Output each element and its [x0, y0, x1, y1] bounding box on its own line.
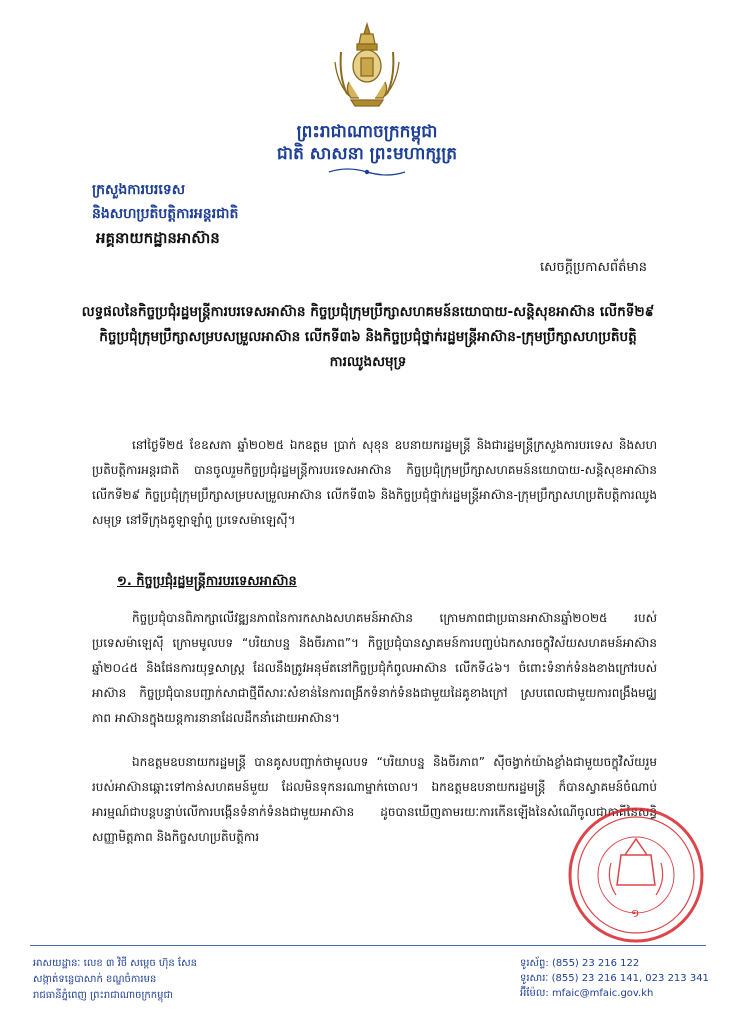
national-motto: ជាតិ សាសនា ព្រះមហាក្សត្រ — [276, 144, 458, 164]
ornament-divider-icon — [327, 166, 407, 178]
ministry-name-line2: និងសហប្រតិបត្តិការអន្តរជាតិ — [92, 206, 239, 222]
address-line-2: សង្កាត់ទន្លេបាសាក់ ខណ្ឌចំការមន — [33, 974, 157, 985]
kingdom-name: ព្រះរាជាណាចក្រកម្ពុជា — [296, 122, 438, 142]
document-type: សេចក្តីប្រកាសព័ត៌មាន — [539, 260, 647, 275]
department-name: អគ្គនាយកដ្ឋានអាស៊ាន — [96, 229, 220, 247]
address-line-3: រាជធានីភ្នំពេញ ព្រះរាជាណាចក្រកម្ពុជា — [33, 990, 173, 1001]
press-release-title: លទ្ធផលនៃកិច្ចប្រជុំរដ្ឋមន្ត្រីការបរទេសអាស៊ាន កិច្ចប្រជុំក្រុមប្រឹក្សាសហគមន៍នយោបាយ-សន្តិសុខអាស៊ាន លើកទី២៩ កិច្ចប្រជុំក្រុមប្រឹក្សាសម្របសម្រួលអាស៊ាន លើកទី៣៦ និងកិច្ចប្រជុំថ្នាក់រដ្ឋមន្ត្រីអាស៊ាន-ក្រុមប្រឹក្សាសហប្រតិបត្តិការឈូងសមុទ្រ — [81, 304, 655, 370]
paragraph-section1: កិច្ចប្រជុំបានពិភាក្សាលើវឌ្ឍនភាពនៃការកសាងសហគមន៍អាស៊ាន ក្រោមភាពជាប្រធានអាស៊ានឆ្នាំ២០២៥ របស់ប្រទេសម៉ាឡេស៊ី ក្រោមមូលបទ “បរិយាបន្ន និងចីរភាព”។ កិច្ចប្រជុំបានស្វាគមន៍ការបញ្ចប់ឯកសារចក្ខុវិស័យសហគមន៍អាស៊ានឆ្នាំ២០៤៥ និងផែនការយុទ្ធសាស្ត្រ ដែលនឹងត្រូវអនុម័តនៅកិច្ចប្រជុំកំពូលអាស៊ាន លើកទី៤៦។ ចំពោះទំនាក់ទំនងខាងក្រៅរបស់អាស៊ាន កិច្ចប្រជុំបានបញ្ជាក់សាជាថ្មីពីសារៈសំខាន់នៃការពង្រីកទំនាក់ទំនងជាមួយដៃគូខាងក្រៅ ស្របពេលជាមួយការពង្រឹងមជ្ឈភាព អាស៊ានក្នុងយន្តការនានាដែលដឹកនាំដោយអាស៊ាន។ — [92, 611, 657, 725]
paragraph-section1-continued: ឯកឧត្តមឧបនាយករដ្ឋមន្ត្រី បានគូសបញ្ជាក់ថាមូលបទ “បរិយាបន្ន និងចីរភាព” ស៊ីចង្វាក់យ៉ាងខ្លាំងជាមួយចក្ខុវិស័យរួមរបស់អាស៊ានឆ្ពោះទៅកាន់សហគមន៍មួយ ដែលមិនទុកនរណាម្នាក់ចោល។ ឯកឧត្តមឧបនាយករដ្ឋមន្ត្រី ក៏បានស្វាគមន៍ចំណាប់អារម្មណ៍ជាបន្តបន្ទាប់លើការបង្កើនទំនាក់ទំនងជាមួយអាស៊ាន ដូចបានឃើញតាមរយៈការកើនឡើងនៃសំណើចូលជាភាគីនៃសន្ធិសញ្ញាមិត្តភាព និងកិច្ចសហប្រតិបត្តិការ — [92, 755, 657, 844]
official-seal-stamp — [561, 805, 711, 945]
email-address[interactable]: អ៊ីម៉ែល: mfaic@mfaic.gov.kh — [520, 988, 654, 999]
footer-address — [33, 956, 197, 1004]
section-heading: ១. កិច្ចប្រជុំរដ្ឋមន្ត្រីការបរទេសអាស៊ាន — [117, 574, 297, 589]
fax-number: ទូរសារៈ (855) 23 216 141, 023 213 341 — [520, 973, 709, 984]
phone-number: ទូរស័ព្ទ: (855) 23 216 122 — [520, 958, 640, 969]
paragraph-intro: នៅថ្ងៃទី២៥ ខែឧសភា ឆ្នាំ២០២៥ ឯកឧត្តម ប្រាក់ សុខុន ឧបនាយករដ្ឋមន្ត្រី និងជារដ្ឋមន្ត្រីក្រសួងការបរទេស និងសហប្រតិបត្តិការអន្តរជាតិ បានចូលរួមកិច្ចប្រជុំរដ្ឋមន្ត្រីការបរទេសអាស៊ាន កិច្ចប្រជុំក្រុមប្រឹក្សាសហគមន៍នយោបាយ-សន្តិសុខអាស៊ាន លើកទី២៩ កិច្ចប្រជុំក្រុមប្រឹក្សាសម្របសម្រួលអាស៊ាន លើកទី៣៦ និងកិច្ចប្រជុំថ្នាក់រដ្ឋមន្ត្រីអាស៊ាន-ក្រុមប្រឹក្សាសហប្រតិបត្តិការឈូងសមុទ្រ នៅទីក្រុងគូឡាឡាំពួ ប្រទេសម៉ាឡេស៊ី។ — [92, 438, 657, 527]
stamp-page-number: ១ — [631, 907, 640, 920]
footer-divider — [30, 945, 706, 946]
royal-arms-emblem-icon — [331, 22, 403, 108]
footer-contact — [520, 956, 709, 1001]
ministry-name-line1: ក្រសួងការបរទេស — [92, 182, 186, 198]
address-line-1: អាសយដ្ឋានៈ លេខ ៣ វិថី សម្តេច ហ៊ុន សែន — [33, 958, 197, 969]
